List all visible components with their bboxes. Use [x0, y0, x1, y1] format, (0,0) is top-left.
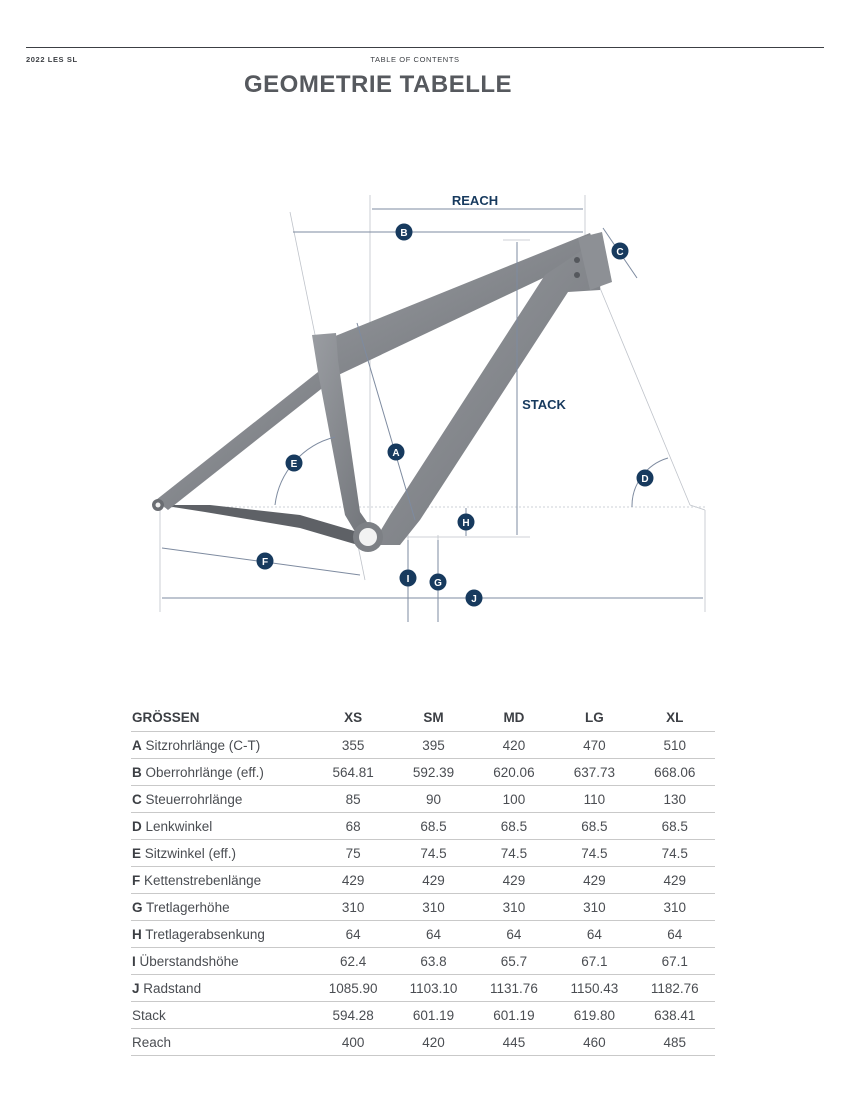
cell-value: 68.5	[554, 813, 634, 840]
cell-value: 130	[635, 786, 715, 813]
cell-value: 429	[635, 867, 715, 894]
svg-text:D: D	[641, 474, 649, 485]
row-name: Kettenstrebenlänge	[144, 872, 262, 888]
size-lg: LG	[554, 703, 634, 732]
row-label	[131, 921, 313, 948]
table-row	[131, 921, 715, 948]
cell-value: 445	[474, 1029, 554, 1056]
row-letter: F	[132, 872, 141, 888]
cell-value: 429	[313, 867, 393, 894]
table-row	[131, 1029, 715, 1056]
table-row	[131, 867, 715, 894]
cell-value: 420	[393, 1029, 473, 1056]
cell-value: 1150.43	[554, 975, 634, 1002]
cell-value: 74.5	[554, 840, 634, 867]
row-label	[131, 1002, 313, 1029]
cell-value: 619.80	[554, 1002, 634, 1029]
cell-value: 1103.10	[393, 975, 473, 1002]
marker-c	[612, 243, 629, 260]
row-letter: E	[132, 845, 142, 861]
cell-value: 68.5	[635, 813, 715, 840]
marker-b	[396, 224, 413, 241]
cell-value: 510	[635, 732, 715, 759]
guide-lines	[160, 195, 705, 622]
row-letter: J	[132, 980, 140, 996]
model-name: 2022 LES SL	[26, 55, 78, 64]
row-label	[131, 786, 313, 813]
size-md: MD	[474, 703, 554, 732]
row-letter: I	[132, 953, 136, 969]
reach-label: REACH	[451, 193, 499, 208]
table-row	[131, 813, 715, 840]
size-sm: SM	[393, 703, 473, 732]
row-label	[131, 948, 313, 975]
cell-value: 100	[474, 786, 554, 813]
row-letter: B	[132, 764, 142, 780]
row-letter: H	[132, 926, 142, 942]
row-letter: G	[132, 899, 143, 915]
table-row	[131, 840, 715, 867]
row-name: Oberrohrlänge (eff.)	[145, 764, 264, 780]
cell-value: 1131.76	[474, 975, 554, 1002]
cell-value: 1085.90	[313, 975, 393, 1002]
cell-value: 64	[474, 921, 554, 948]
cell-value: 620.06	[474, 759, 554, 786]
row-label	[131, 732, 313, 759]
marker-h	[458, 514, 475, 531]
cell-value: 310	[474, 894, 554, 921]
row-name: Radstand	[143, 980, 202, 996]
cell-value: 75	[313, 840, 393, 867]
geometry-diagram	[0, 150, 850, 640]
geometry-table	[131, 703, 715, 1056]
cell-value: 429	[474, 867, 554, 894]
row-name: Reach	[132, 1034, 172, 1050]
cell-value: 310	[635, 894, 715, 921]
row-name: Überstandshöhe	[139, 953, 239, 969]
marker-j	[466, 590, 483, 607]
cell-value: 470	[554, 732, 634, 759]
header-rule	[26, 47, 824, 48]
cell-value: 601.19	[474, 1002, 554, 1029]
cell-value: 395	[393, 732, 473, 759]
cell-value: 460	[554, 1029, 634, 1056]
cell-value: 74.5	[635, 840, 715, 867]
table-row	[131, 732, 715, 759]
cell-value: 64	[393, 921, 473, 948]
row-name: Steuerrohrlänge	[145, 791, 243, 807]
table-row	[131, 786, 715, 813]
row-label	[131, 759, 313, 786]
cell-value: 110	[554, 786, 634, 813]
cell-value: 592.39	[393, 759, 473, 786]
cell-value: 85	[313, 786, 393, 813]
cell-value: 638.41	[635, 1002, 715, 1029]
marker-d	[637, 470, 654, 487]
cell-value: 601.19	[393, 1002, 473, 1029]
row-label	[131, 840, 313, 867]
marker-g	[430, 574, 447, 591]
cell-value: 485	[635, 1029, 715, 1056]
cell-value: 429	[554, 867, 634, 894]
table-body	[131, 732, 715, 1056]
cell-value: 594.28	[313, 1002, 393, 1029]
row-letter: A	[132, 737, 142, 753]
cell-value: 64	[313, 921, 393, 948]
cell-value: 67.1	[554, 948, 634, 975]
cell-value: 400	[313, 1029, 393, 1056]
row-label	[131, 813, 313, 840]
cell-value: 64	[554, 921, 634, 948]
cell-value: 637.73	[554, 759, 634, 786]
cell-value: 355	[313, 732, 393, 759]
cell-value: 65.7	[474, 948, 554, 975]
row-name: Stack	[132, 1007, 166, 1023]
cell-value: 420	[474, 732, 554, 759]
page-title: GEOMETRIE TABELLE	[244, 71, 513, 98]
table-header-row	[131, 703, 715, 732]
cell-value: 90	[393, 786, 473, 813]
cell-value: 68.5	[474, 813, 554, 840]
cell-value: 668.06	[635, 759, 715, 786]
row-label	[131, 975, 313, 1002]
row-label	[131, 867, 313, 894]
cell-value: 1182.76	[635, 975, 715, 1002]
cell-value: 62.4	[313, 948, 393, 975]
cell-value: 310	[393, 894, 473, 921]
row-letter: C	[132, 791, 142, 807]
cell-value: 429	[393, 867, 473, 894]
table-row	[131, 948, 715, 975]
table-row	[131, 975, 715, 1002]
row-label	[131, 894, 313, 921]
row-name: Tretlagerabsenkung	[145, 926, 265, 942]
svg-text:E: E	[290, 459, 298, 470]
size-xs: XS	[313, 703, 393, 732]
svg-text:H: H	[462, 518, 470, 529]
row-name: Sitzrohrlänge (C-T)	[145, 737, 261, 753]
marker-i	[400, 570, 417, 587]
cell-value: 68.5	[393, 813, 473, 840]
marker-a	[388, 444, 405, 461]
svg-text:C: C	[616, 247, 624, 258]
svg-text:A: A	[392, 448, 400, 459]
cell-value: 67.1	[635, 948, 715, 975]
stack-label: STACK	[522, 397, 566, 412]
size-header: GRÖSSEN	[131, 703, 313, 732]
table-row	[131, 894, 715, 921]
cell-value: 68	[313, 813, 393, 840]
row-letter: D	[132, 818, 142, 834]
bike-frame	[152, 232, 612, 552]
cell-value: 64	[635, 921, 715, 948]
svg-text:I: I	[406, 574, 410, 585]
row-name: Sitzwinkel (eff.)	[144, 845, 237, 861]
svg-text:F: F	[261, 557, 269, 568]
svg-text:B: B	[400, 228, 408, 239]
cell-value: 310	[313, 894, 393, 921]
row-name: Tretlagerhöhe	[146, 899, 230, 915]
table-row	[131, 759, 715, 786]
cell-value: 63.8	[393, 948, 473, 975]
marker-e	[286, 455, 303, 472]
cell-value: 310	[554, 894, 634, 921]
cell-value: 74.5	[474, 840, 554, 867]
svg-text:G: G	[434, 578, 442, 589]
marker-f	[257, 553, 274, 570]
dimension-lines	[162, 209, 703, 622]
cell-value: 74.5	[393, 840, 473, 867]
size-xl: XL	[635, 703, 715, 732]
row-label	[131, 1029, 313, 1056]
table-row	[131, 1002, 715, 1029]
cell-value: 564.81	[313, 759, 393, 786]
svg-text:J: J	[471, 594, 477, 605]
toc-link[interactable]: TABLE OF CONTENTS	[370, 55, 460, 64]
row-name: Lenkwinkel	[145, 818, 213, 834]
